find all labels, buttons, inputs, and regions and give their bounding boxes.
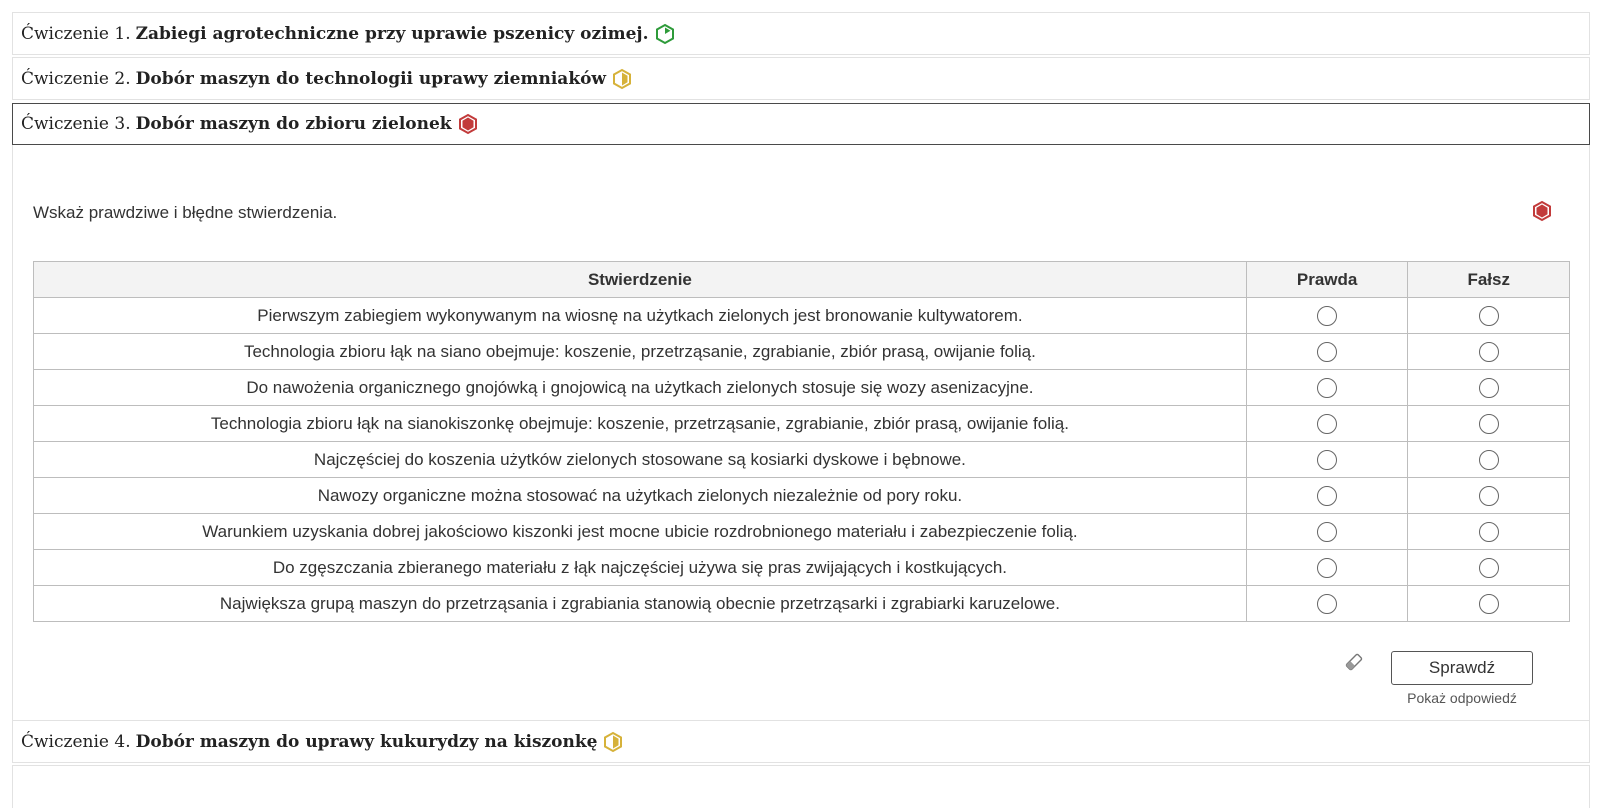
true-cell — [1246, 370, 1408, 406]
exercise-title: Dobór maszyn do uprawy kukurydzy na kiszonkę — [135, 731, 598, 752]
exercise-5-header-partial[interactable] — [12, 765, 1590, 808]
statement-text: Technologia zbioru łąk na sianokiszonkę obejmuje: koszenie, przetrząsanie, zgrabianie, zbiór prasą, owijanie folią. — [34, 406, 1247, 442]
false-radio[interactable] — [1479, 306, 1499, 326]
false-radio[interactable] — [1479, 414, 1499, 434]
false-cell — [1408, 334, 1570, 370]
false-radio[interactable] — [1479, 558, 1499, 578]
true-cell — [1246, 478, 1408, 514]
false-cell — [1408, 514, 1570, 550]
true-cell — [1246, 298, 1408, 334]
exercise-number: Ćwiczenie 1. — [21, 23, 131, 44]
column-header-false: Fałsz — [1408, 262, 1570, 298]
exercise-number: Ćwiczenie 2. — [21, 68, 131, 89]
column-header-statement: Stwierdzenie — [34, 262, 1247, 298]
true-cell — [1246, 514, 1408, 550]
statement-text: Do zgęszczania zbieranego materiału z łąk najczęściej używa się pras zwijających i kostkujących. — [34, 550, 1247, 586]
false-cell — [1408, 406, 1570, 442]
table-row — [34, 298, 1570, 334]
statement-text: Do nawożenia organicznego gnojówką i gnojowicą na użytkach zielonych stosuje się wozy asenizacyjne. — [34, 370, 1247, 406]
true-false-table — [33, 261, 1570, 622]
check-button[interactable]: Sprawdź — [1391, 651, 1533, 685]
true-cell — [1246, 334, 1408, 370]
medium-level-icon — [603, 731, 623, 753]
false-cell — [1408, 298, 1570, 334]
table-row — [34, 370, 1570, 406]
statement-text: Najczęściej do koszenia użytków zielonych stosowane są kosiarki dyskowe i bębnowe. — [34, 442, 1247, 478]
false-radio[interactable] — [1479, 450, 1499, 470]
true-radio[interactable] — [1317, 306, 1337, 326]
statement-text: Technologia zbioru łąk na siano obejmuje: koszenie, przetrząsanie, zgrabianie, zbiór prasą, owijanie folią. — [34, 334, 1247, 370]
hard-level-icon — [1531, 200, 1553, 222]
false-radio[interactable] — [1479, 378, 1499, 398]
table-header-row — [34, 262, 1570, 298]
false-cell — [1408, 442, 1570, 478]
true-cell — [1246, 442, 1408, 478]
exercise-number: Ćwiczenie 3. — [21, 114, 131, 134]
table-row — [34, 586, 1570, 622]
true-cell — [1246, 586, 1408, 622]
table-row — [34, 514, 1570, 550]
false-cell — [1408, 478, 1570, 514]
true-radio[interactable] — [1317, 522, 1337, 542]
exercise-1-header[interactable] — [12, 12, 1590, 55]
medium-level-icon — [612, 68, 632, 90]
false-cell — [1408, 550, 1570, 586]
true-radio[interactable] — [1317, 414, 1337, 434]
statement-text: Nawozy organiczne można stosować na użytkach zielonych niezależnie od pory roku. — [34, 478, 1247, 514]
table-row — [34, 406, 1570, 442]
false-radio[interactable] — [1479, 486, 1499, 506]
exercise-number: Ćwiczenie 4. — [21, 731, 131, 752]
exercise-4-header[interactable] — [12, 720, 1590, 763]
false-cell — [1408, 370, 1570, 406]
true-radio[interactable] — [1317, 558, 1337, 578]
false-cell — [1408, 586, 1570, 622]
true-radio[interactable] — [1317, 450, 1337, 470]
hard-level-icon — [458, 113, 478, 135]
exercise-3-header[interactable] — [12, 103, 1590, 145]
false-radio[interactable] — [1479, 342, 1499, 362]
show-answer-link[interactable]: Pokaż odpowiedź — [1407, 690, 1517, 706]
easy-level-icon — [655, 23, 675, 45]
table-row — [34, 550, 1570, 586]
true-radio[interactable] — [1317, 342, 1337, 362]
exercise-3-panel — [12, 145, 1590, 748]
true-radio[interactable] — [1317, 486, 1337, 506]
exercise-title: Zabiegi agrotechniczne przy uprawie pszenicy ozimej. — [135, 23, 649, 44]
true-radio[interactable] — [1317, 378, 1337, 398]
statement-text: Warunkiem uzyskania dobrej jakościowo kiszonki jest mocne ubicie rozdrobnionego materiału i zabezpieczenie folią. — [34, 514, 1247, 550]
exercise-title: Dobór maszyn do zbioru zielonek — [135, 114, 452, 134]
false-radio[interactable] — [1479, 594, 1499, 614]
exercise-title: Dobór maszyn do technologii uprawy ziemniaków — [135, 68, 607, 89]
true-cell — [1246, 406, 1408, 442]
true-cell — [1246, 550, 1408, 586]
true-radio[interactable] — [1317, 594, 1337, 614]
eraser-icon[interactable] — [1344, 652, 1364, 672]
column-header-true: Prawda — [1246, 262, 1408, 298]
table-row — [34, 478, 1570, 514]
table-row — [34, 442, 1570, 478]
statement-text: Pierwszym zabiegiem wykonywanym na wiosnę na użytkach zielonych jest bronowanie kultywatorem. — [34, 298, 1247, 334]
instruction-text: Wskaż prawdziwe i błędne stwierdzenia. — [33, 203, 338, 222]
table-row — [34, 334, 1570, 370]
false-radio[interactable] — [1479, 522, 1499, 542]
statement-text: Największa grupą maszyn do przetrząsania i zgrabiania stanowią obecnie przetrząsarki i zgrabiarki karuzelowe. — [34, 586, 1247, 622]
exercise-2-header[interactable] — [12, 57, 1590, 100]
